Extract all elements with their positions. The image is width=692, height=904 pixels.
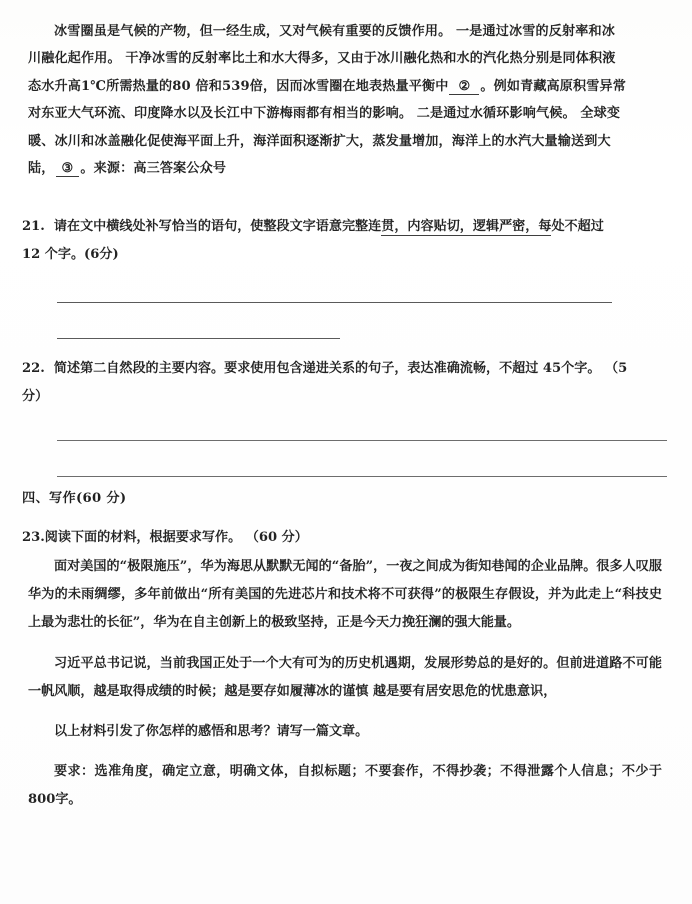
reading-passage: [28, 18, 668, 182]
blank-marker-2[interactable]: ②: [449, 80, 479, 95]
passage-line-6: [28, 155, 668, 182]
writing-paragraph-1: 面对美国的“极限施压”，华为海思从默默无闻的“备胎”，一夜之间成为街知巷闻的企业品牌。很多人叹服华为的未雨绸缪，多年前做出“所有美国的先进芯片和技术将不可获得”的极限生存假设，并为此走上“科技史上最为悲壮的长征”，华为在自主创新上的极致坚持，正是今天力挽狂澜的强大能量。: [28, 559, 662, 631]
passage-line-2: 川融化起作用。 干净冰雪的反射率比土和水大得多，又由于冰川融化热和水的汽化热分别是同体积液: [28, 51, 616, 67]
passage-line-4: 对东亚大气环流、印度降水以及长江中下游梅雨都有相当的影响。 二是通过水循环影响气候。 全球变: [28, 106, 621, 122]
question-22-line-2: 分）: [22, 388, 49, 404]
question-22-text: 简述第二自然段的主要内容。要求使用包含递进关系的句子，表达准确流畅，不超过 45个字。 （5: [53, 361, 628, 376]
question-21-answer-line-1[interactable]: [57, 302, 612, 303]
question-21: [22, 213, 670, 268]
section-4-heading: 四、写作(60 分): [22, 491, 127, 506]
writing-paragraph-3: 以上材料引发了你怎样的感悟和思考？请写一篇文章。: [54, 724, 369, 740]
writing-paragraph-4-requirements: 要求：选准角度，确定立意，明确文体，自拟标题；不要套作，不得抄袭；不得泄露个人信息；不少于 800字。: [28, 764, 662, 808]
question-23-prompt-line: [22, 524, 670, 552]
question-21-answer-line-2[interactable]: [57, 338, 340, 339]
writing-material: [28, 553, 662, 815]
question-23-number: 23.: [22, 530, 45, 545]
question-22-number: 22.: [22, 361, 45, 376]
passage-line-1: 冰雪圈虽是气候的产物，但一经生成，又对气候有重要的反馈作用。 一是通过冰雪的反射率和冰: [54, 24, 615, 39]
question-22-answer-line-1[interactable]: [57, 440, 667, 441]
question-21-text-a: 请在文中横线处补写恰当的语句，使整段文字语意完整连: [53, 219, 382, 234]
passage-source-note: 。来源：高三答案公众号: [80, 161, 227, 177]
passage-line-6-text: 陆，: [28, 161, 55, 177]
blank-marker-3[interactable]: ③: [56, 162, 80, 177]
question-21-text-b: 处不超过: [551, 219, 604, 234]
passage-line-3: [28, 73, 668, 100]
question-22-answer-line-2[interactable]: [57, 476, 667, 477]
question-23: [22, 524, 670, 552]
passage-line-3-text-b: 。例如青藏高原积雪异常: [480, 78, 627, 94]
question-22-line-1: [22, 355, 670, 383]
question-21-line-1: [22, 213, 670, 241]
question-23-prompt: 阅读下面的材料，根据要求写作。 （60 分）: [44, 530, 308, 545]
passage-line-3-text-a: 态水升高1℃所需热量的80 倍和539倍，因而冰雪圈在地表热量平衡中: [28, 78, 449, 94]
passage-line-5: 暖、冰川和冰盖融化促使海平面上升，海洋面积逐渐扩大，蒸发量增加，海洋上的水汽大量输送到大: [28, 133, 611, 149]
question-21-line-2: 12 个字。(6分): [22, 246, 119, 262]
writing-paragraph-2: 习近平总书记说，当前我国正处于一个大有可为的历史机遇期，发展形势总的是好的。但前进道路不可能一帆风顺，越是取得成绩的时候；越是要存如履薄冰的谨慎 越是要有居安思危的忧患意识，: [28, 655, 662, 699]
question-22: [22, 355, 670, 410]
question-21-text-underlined: 贯，内容贴切，逻辑严密，每: [381, 219, 552, 234]
question-21-number: 21.: [22, 219, 45, 234]
